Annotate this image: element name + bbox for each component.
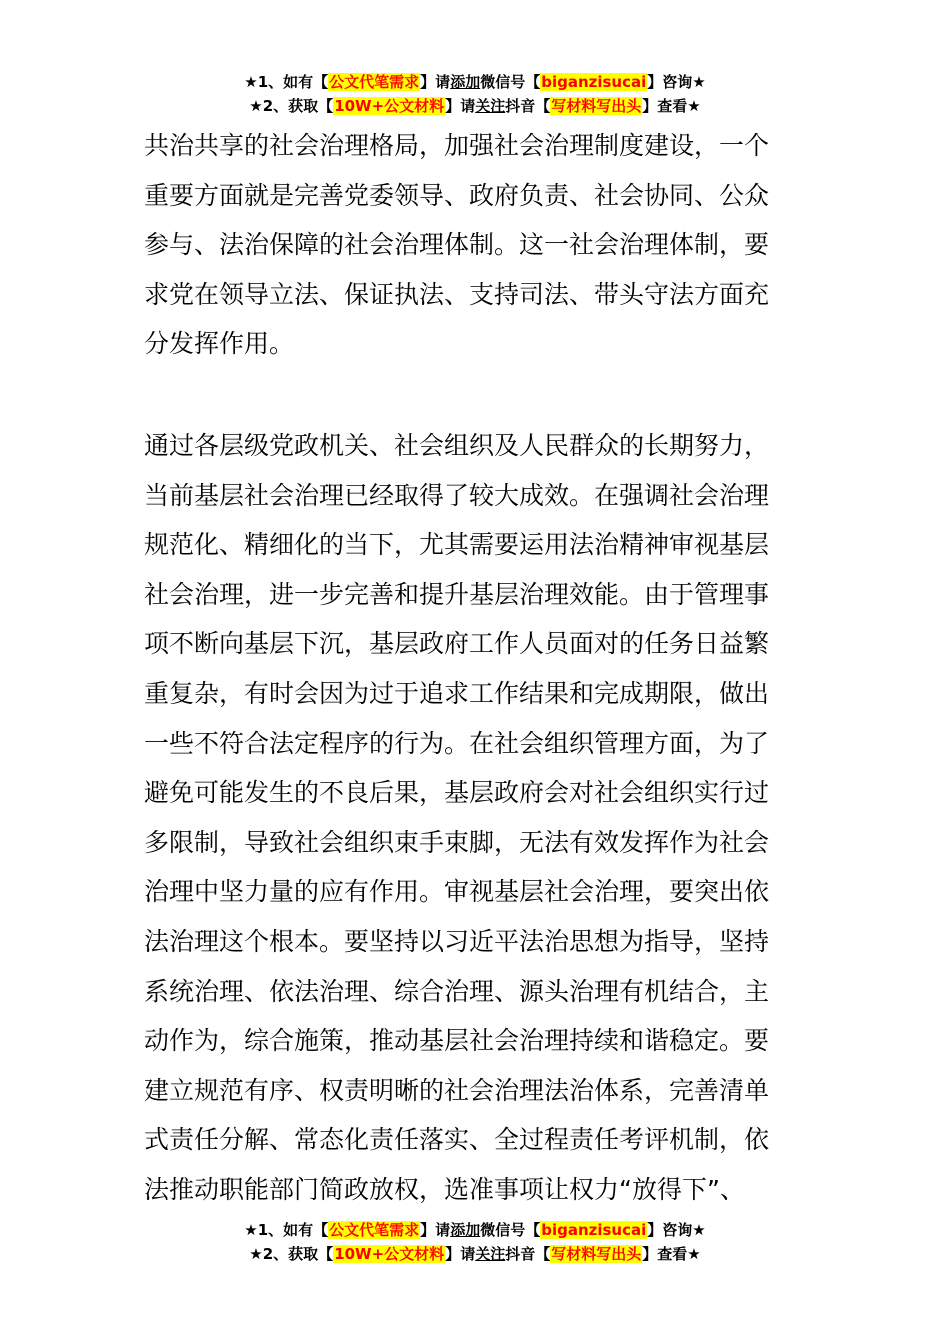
highlight-douyin-account: 写材料写出头 [551,97,642,115]
paragraph-2 [144,421,808,1215]
highlight-service: 公文代笔需求 [329,1221,420,1239]
banner-text: 抖音【 [505,97,551,115]
banner-text: 微信号【 [480,1221,541,1239]
highlight-service: 公文代笔需求 [329,73,420,91]
banner-line-1 [0,1218,950,1242]
text-line: 参与、法治保障的社会治理体制。这一社会治理体制，要 [144,230,770,260]
underlined-text: 添加 [450,73,481,91]
text-line: 动作为，综合施策，推动基层社会治理持续和谐稳定。要 [144,1026,770,1056]
highlight-wechat-id: biganzisucai [541,73,647,91]
banner-text: ★2、获取【 [249,97,334,115]
text-line: 式责任分解、常态化责任落实、全过程责任考评机制，依 [144,1125,770,1155]
text-line: 系统治理、依法治理、综合治理、源头治理有机结合，主 [144,976,770,1006]
banner-line-1 [0,70,950,94]
footer-banner [0,1218,950,1266]
text-line: 通过各层级党政机关、社会组织及人民群众的长期努力， [144,431,770,460]
text-line: 避免可能发生的不良后果，基层政府会对社会组织实行过 [144,778,770,808]
text-line: 当前基层社会治理已经取得了较大成效。在强调社会治理 [144,480,770,510]
banner-text: ★1、如有【 [244,1221,329,1239]
highlight-materials: 10W+公文材料 [334,1245,445,1263]
banner-text: 】请 [420,1221,451,1239]
text-line: 项不断向基层下沉，基层政府工作人员面对的任务日益繁 [144,629,770,659]
text-line: 重要方面就是完善党委领导、政府负责、社会协同、公众 [144,180,770,210]
text-line: 共治共享的社会治理格局，加强社会治理制度建设，一个 [144,131,770,160]
banner-text: ★2、获取【 [249,1245,334,1263]
banner-text: 】查看★ [642,1245,701,1263]
text-line: 规范化、精细化的当下，尤其需要运用法治精神审视基层 [144,530,770,560]
text-line: 求党在领导立法、保证执法、支持司法、带头守法方面充 [144,279,770,309]
paragraph-1 [144,121,808,369]
text-line: 重复杂，有时会因为过于追求工作结果和完成期限，做出 [144,678,770,708]
banner-text: 】查看★ [642,97,701,115]
text-line: 法推动职能部门简政放权，选准事项让权力“放得下”、 [144,1174,745,1204]
highlight-douyin-account: 写材料写出头 [551,1245,642,1263]
banner-text: 】咨询★ [647,73,706,91]
text-line: 一些不符合法定程序的行为。在社会组织管理方面，为了 [144,728,770,758]
banner-line-2 [0,1242,950,1266]
highlight-wechat-id: biganzisucai [541,1221,647,1239]
text-line: 建立规范有序、权责明晰的社会治理法治体系，完善清单 [144,1075,770,1105]
underlined-text: 添加 [450,1221,481,1239]
underlined-text: 关注 [475,1245,506,1263]
banner-text: 】咨询★ [647,1221,706,1239]
text-line: 多限制，导致社会组织束手束脚，无法有效发挥作为社会 [144,827,770,857]
header-banner [0,70,950,118]
banner-text: 微信号【 [480,73,541,91]
banner-line-2 [0,94,950,118]
text-line: 分发挥作用。 [144,329,295,359]
banner-text: 】请 [445,1245,476,1263]
banner-text: 抖音【 [505,1245,551,1263]
text-line: 治理中坚力量的应有作用。审视基层社会治理，要突出依 [144,877,770,907]
text-line: 法治理这个根本。要坚持以习近平法治思想为指导，坚持 [144,926,770,956]
text-line: 社会治理，进一步完善和提升基层治理效能。由于管理事 [144,579,770,609]
underlined-text: 关注 [475,97,506,115]
banner-text: ★1、如有【 [244,73,329,91]
banner-text: 】请 [420,73,451,91]
banner-text: 】请 [445,97,476,115]
highlight-materials: 10W+公文材料 [334,97,445,115]
